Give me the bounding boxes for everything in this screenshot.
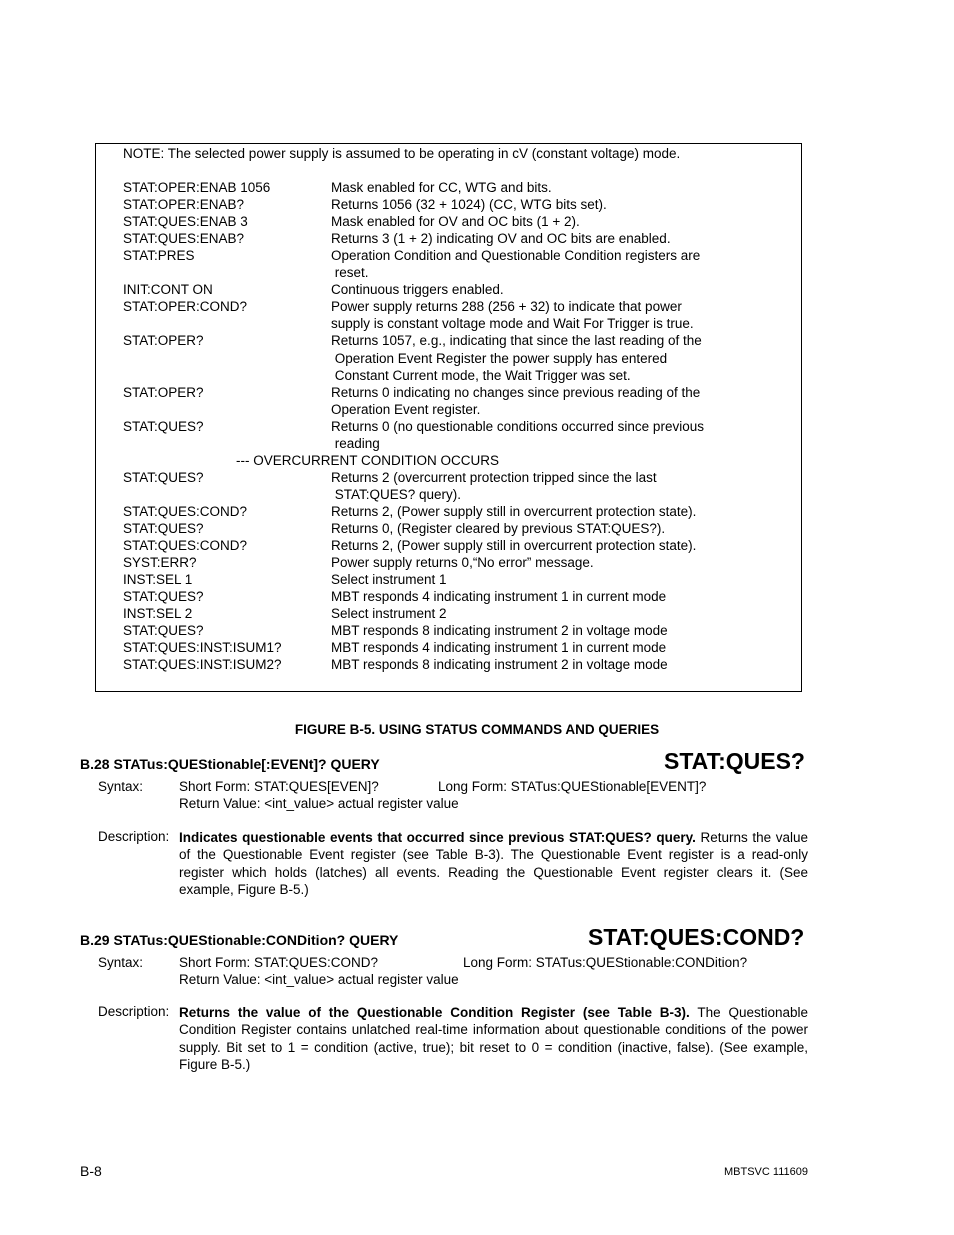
figure-row-description: STAT:QUES? query). xyxy=(331,486,462,502)
figure-row-command: INST:SEL 1 xyxy=(123,572,193,588)
figure-row-command: STAT:QUES? xyxy=(123,418,204,434)
figure-row-command: STAT:PRES xyxy=(123,248,195,264)
figure-row-description: reset. xyxy=(331,265,369,281)
b28-return-value: Return Value: <int_value> actual register value xyxy=(179,796,459,811)
figure-note: NOTE: The selected power supply is assumed to be operating in cV (constant voltage) mode. xyxy=(123,146,681,161)
b29-syntax-label: Syntax: xyxy=(98,955,144,970)
figure-row-command: STAT:QUES:ENAB 3 xyxy=(123,214,248,230)
event-line: --- OVERCURRENT CONDITION OCCURS xyxy=(236,453,499,468)
b29-description-text: The Questionable Condition Register contains unlatched real-time information about questionable conditions of the power supply. Bit set to 1 = condition (active, true); bit reset to 0 = condition (inactive, false). (See example, Figure B-5.) xyxy=(179,1005,808,1072)
b29-description-bold: Returns the value of the Questionable Condition Register (see Table B-3). xyxy=(179,1005,690,1020)
figure-row-command: STAT:OPER? xyxy=(123,333,204,349)
figure-row-command: STAT:QUES:ENAB? xyxy=(123,231,245,247)
section-b29-heading: B.29 STATus:QUEStionable:CONDition? QUERY xyxy=(80,932,399,948)
figure-row-description: Mask enabled for CC, WTG and bits. xyxy=(331,180,552,195)
section-b29-command: STAT:QUES:COND? xyxy=(588,924,805,950)
figure-row-command: STAT:OPER? xyxy=(123,384,204,400)
b28-description xyxy=(179,829,808,898)
figure-row-description: Returns 0 (no questionable conditions occurred since previous xyxy=(331,418,704,434)
b29-description-label: Description: xyxy=(98,1004,170,1019)
figure-row-command: STAT:QUES? xyxy=(123,623,204,639)
figure-row-command: STAT:OPER:ENAB 1056 xyxy=(123,180,271,195)
figure-row-description: Power supply returns 288 (256 + 32) to indicate that power xyxy=(331,299,682,315)
figure-row-command: STAT:OPER:ENAB? xyxy=(123,197,245,213)
b28-long-form: Long Form: STATus:QUEStionable[EVENT]? xyxy=(438,779,707,794)
figure-row-description: Operation Event Register the power supply has entered xyxy=(331,350,668,366)
figure-row-command: STAT:QUES? xyxy=(123,589,204,605)
figure-row-description: MBT responds 8 indicating instrument 2 in voltage mode xyxy=(331,623,668,639)
figure-row-description: Returns 2, (Power supply still in overcurrent protection state). xyxy=(331,503,697,519)
figure-row-description: Returns 1056 (32 + 1024) (CC, WTG bits set). xyxy=(331,197,607,213)
figure-row-description: Mask enabled for OV and OC bits (1 + 2). xyxy=(331,214,580,230)
figure-row-description: Continuous triggers enabled. xyxy=(331,282,504,298)
figure-row-description: supply is constant voltage mode and Wait For Trigger is true. xyxy=(331,316,694,332)
figure-row-description: Returns 0 indicating no changes since previous reading of the xyxy=(331,384,701,400)
figure-row-command: STAT:QUES? xyxy=(123,469,204,485)
section-b28-command: STAT:QUES? xyxy=(664,748,805,774)
b29-long-form: Long Form: STATus:QUEStionable:CONDition? xyxy=(463,955,748,970)
figure-row-description: Returns 1057, e.g., indicating that since the last reading of the xyxy=(331,333,702,349)
figure-row-description: Operation Event register. xyxy=(331,401,481,417)
figure-row-description: MBT responds 4 indicating instrument 1 in current mode xyxy=(331,589,667,605)
figure-row-description: Returns 2, (Power supply still in overcurrent protection state). xyxy=(331,538,697,554)
figure-row-description: Returns 0, (Register cleared by previous STAT:QUES?). xyxy=(331,521,666,536)
b29-short-form: Short Form: STAT:QUES:COND? xyxy=(179,955,379,970)
b29-description xyxy=(179,1004,808,1073)
figure-row-command: STAT:OPER:COND? xyxy=(123,299,248,315)
figure-row-command: STAT:QUES:INST:ISUM1? xyxy=(123,640,282,656)
figure-row-description: reading xyxy=(331,435,380,451)
figure-row-command: SYST:ERR? xyxy=(123,555,197,571)
figure-row-command: STAT:QUES:COND? xyxy=(123,503,248,519)
figure-row-command: STAT:QUES:COND? xyxy=(123,538,248,554)
figure-row-command: STAT:QUES:INST:ISUM2? xyxy=(123,657,282,673)
figure-row-command: INST:SEL 2 xyxy=(123,606,193,622)
b28-short-form: Short Form: STAT:QUES[EVEN]? xyxy=(179,779,379,794)
figure-row-description: Operation Condition and Questionable Condition registers are xyxy=(331,248,701,264)
b28-description-label: Description: xyxy=(98,829,170,844)
b28-description-bold: Indicates questionable events that occurred since previous STAT:QUES? query. xyxy=(179,830,696,845)
b29-return-value: Return Value: <int_value> actual register value xyxy=(179,972,459,987)
figure-row-description: Returns 2 (overcurrent protection tripped since the last xyxy=(331,469,657,485)
figure-row-description: Select instrument 1 xyxy=(331,572,447,588)
figure-row-command: INIT:CONT ON xyxy=(123,282,213,298)
figure-row-description: Returns 3 (1 + 2) indicating OV and OC bits are enabled. xyxy=(331,231,671,247)
b28-syntax-label: Syntax: xyxy=(98,779,144,794)
figure-row-description: MBT responds 8 indicating instrument 2 in voltage mode xyxy=(331,657,668,673)
figure-row-description: Select instrument 2 xyxy=(331,606,447,622)
figure-row-description: Power supply returns 0,“No error” message. xyxy=(331,555,594,571)
figure-caption: FIGURE B-5. USING STATUS COMMANDS AND QUERIES xyxy=(294,722,660,737)
section-b28-heading: B.28 STATus:QUEStionable[:EVENt]? QUERY xyxy=(80,756,380,772)
b28-description-text: Returns the value of the Questionable Event register (see Table B-3). The Questionable Event register is a read-only register which holds (latches) all events. Reading the Questionable Event register clears it. (See example, Figure B-5.) xyxy=(179,830,808,897)
page-number: B-8 xyxy=(80,1163,102,1179)
figure-row-description: MBT responds 4 indicating instrument 1 in current mode xyxy=(331,640,667,656)
figure-row-command: STAT:QUES? xyxy=(123,521,204,536)
figure-row-description: Constant Current mode, the Wait Trigger was set. xyxy=(331,367,631,383)
document-id: MBTSVC 111609 xyxy=(724,1166,808,1178)
